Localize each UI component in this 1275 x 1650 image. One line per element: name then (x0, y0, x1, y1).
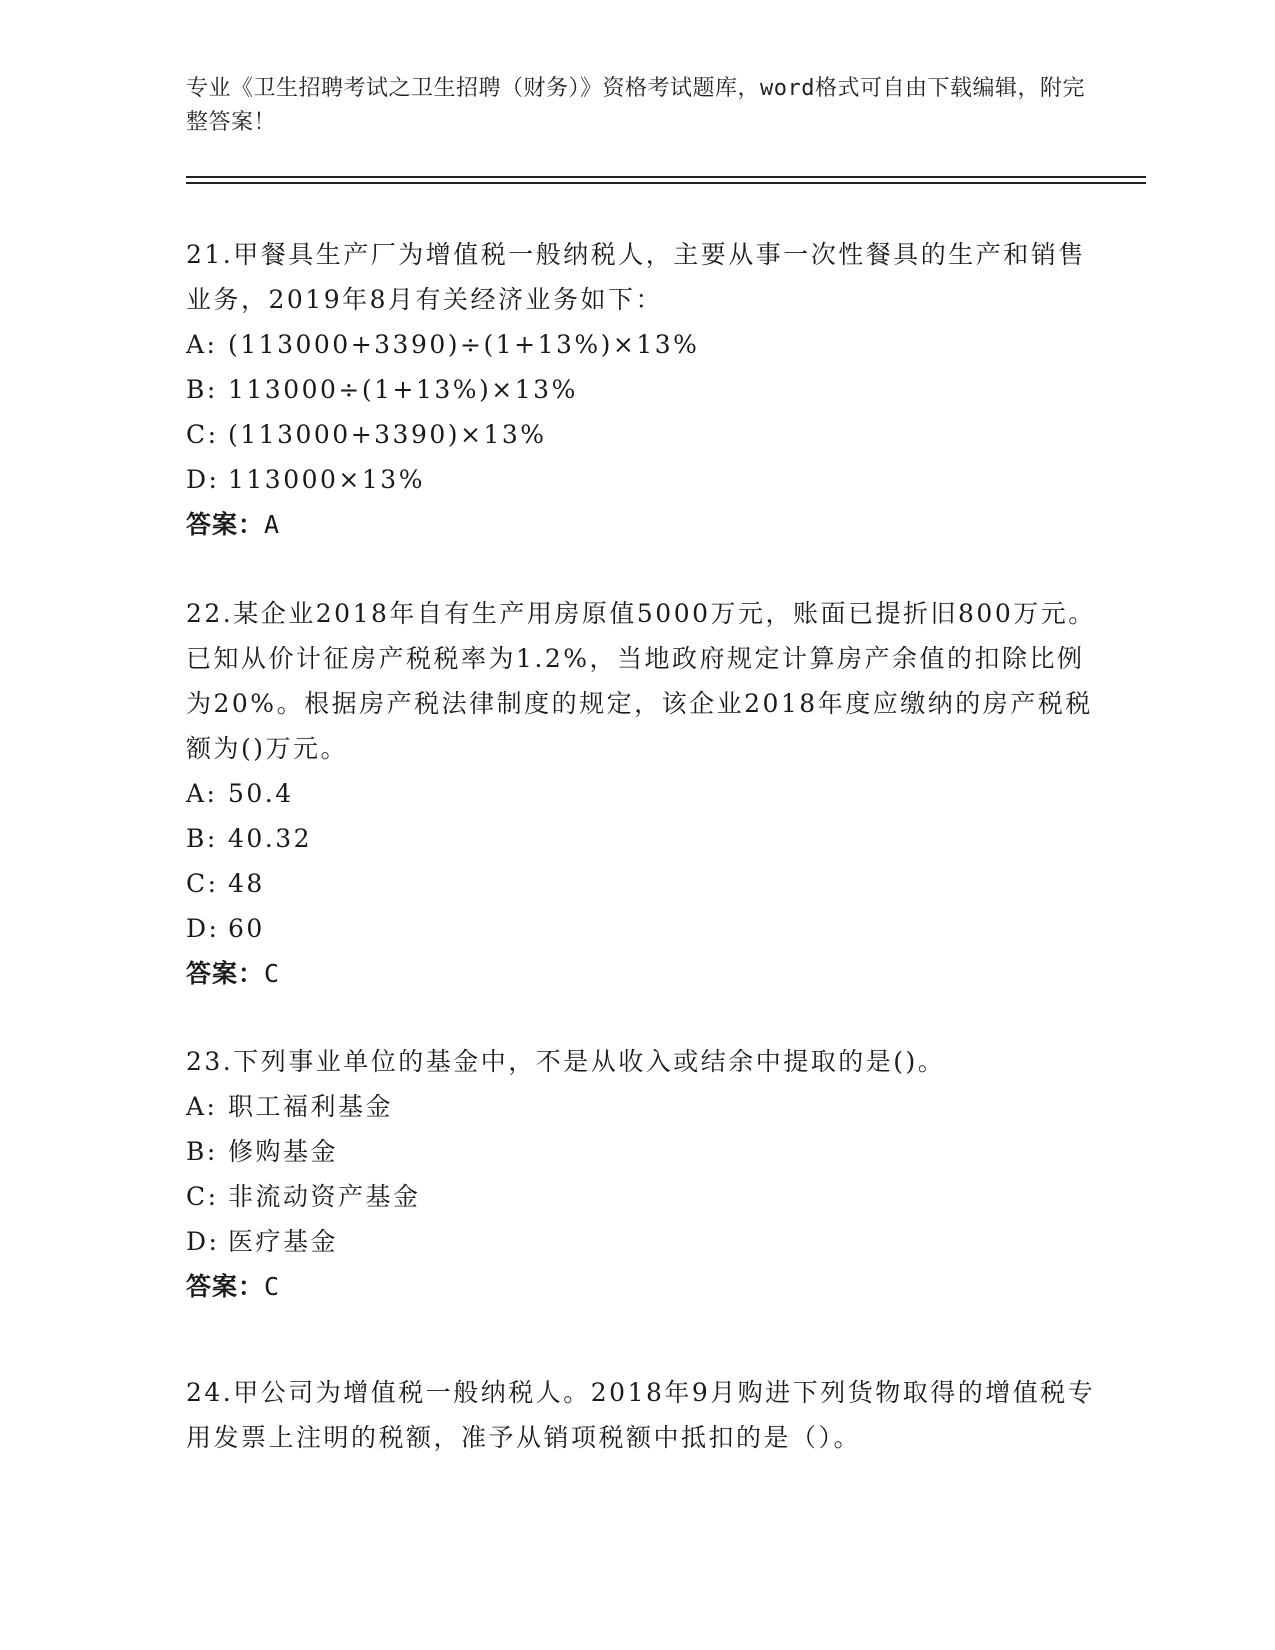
option-a (186, 771, 1106, 816)
option-text: 医疗基金 (228, 1227, 339, 1256)
option-key: C: (186, 1182, 219, 1211)
question-24 (186, 1370, 1106, 1460)
option-text: 职工福利基金 (228, 1092, 394, 1121)
header-divider (186, 176, 1146, 178)
option-c (186, 412, 1106, 457)
option-b (186, 816, 1106, 861)
option-key: B: (186, 824, 218, 853)
option-d (186, 906, 1106, 951)
option-text: 非流动资产基金 (228, 1182, 421, 1211)
question-stem: 21.甲餐具生产厂为增值税一般纳税人，主要从事一次性餐具的生产和销售业务，2019年8月有关经济业务如下： (186, 240, 1086, 314)
option-text: 修购基金 (228, 1137, 339, 1166)
answer-label: 答案： (186, 1272, 265, 1301)
option-d (186, 1219, 1106, 1264)
option-text: 50.4 (228, 779, 294, 808)
answer-line (186, 502, 1106, 547)
option-c (186, 861, 1106, 906)
header-divider-second (186, 182, 1146, 184)
answer-label: 答案： (186, 959, 265, 988)
option-b (186, 367, 1106, 412)
option-key: D: (186, 1227, 220, 1256)
option-key: C: (186, 869, 219, 898)
option-a (186, 1084, 1106, 1129)
option-text: (113000+3390)÷(1+13%)×13% (228, 330, 700, 359)
option-key: A: (186, 1092, 218, 1121)
option-a (186, 322, 1106, 367)
option-d (186, 457, 1106, 502)
option-key: C: (186, 420, 219, 449)
option-key: A: (186, 779, 218, 808)
answer-value: A (264, 510, 281, 539)
option-list (186, 771, 1106, 951)
option-text: 40.32 (228, 824, 313, 853)
option-text: 48 (228, 869, 265, 898)
document-header: 专业《卫生招聘考试之卫生招聘（财务）》资格考试题库，word格式可自由下载编辑，附完整答案！ (186, 76, 1085, 135)
question-stem: 24.甲公司为增值税一般纳税人。2018年9月购进下列货物取得的增值税专用发票上注明的税额，准予从销项税额中抵扣的是（）。 (186, 1378, 1096, 1452)
option-key: B: (186, 375, 218, 404)
option-list (186, 322, 1106, 502)
answer-line (186, 1264, 1106, 1309)
option-key: D: (186, 914, 220, 943)
question-stem: 23.下列事业单位的基金中，不是从收入或结余中提取的是()。 (186, 1047, 946, 1076)
option-key: A: (186, 330, 218, 359)
option-text: 113000÷(1+13%)×13% (228, 375, 578, 404)
answer-label: 答案： (186, 510, 265, 539)
answer-value: C (264, 959, 281, 988)
option-text: 113000×13% (228, 465, 425, 494)
answer-line (186, 951, 1106, 996)
answer-value: C (264, 1272, 281, 1301)
option-b (186, 1129, 1106, 1174)
question-22 (186, 591, 1106, 996)
option-text: 60 (228, 914, 265, 943)
option-key: B: (186, 1137, 218, 1166)
option-list (186, 1084, 1106, 1264)
question-23 (186, 1039, 1106, 1309)
question-21 (186, 232, 1106, 547)
question-stem: 22.某企业2018年自有生产用房原值5000万元，账面已提折旧800万元。已知从价计征房产税税率为1.2%，当地政府规定计算房产余值的扣除比例为20%。根据房产税法律制度的规定，该企业2018年度应缴纳的房产税税额为()万元。 (186, 599, 1096, 763)
option-c (186, 1174, 1106, 1219)
option-key: D: (186, 465, 220, 494)
option-text: (113000+3390)×13% (228, 420, 547, 449)
